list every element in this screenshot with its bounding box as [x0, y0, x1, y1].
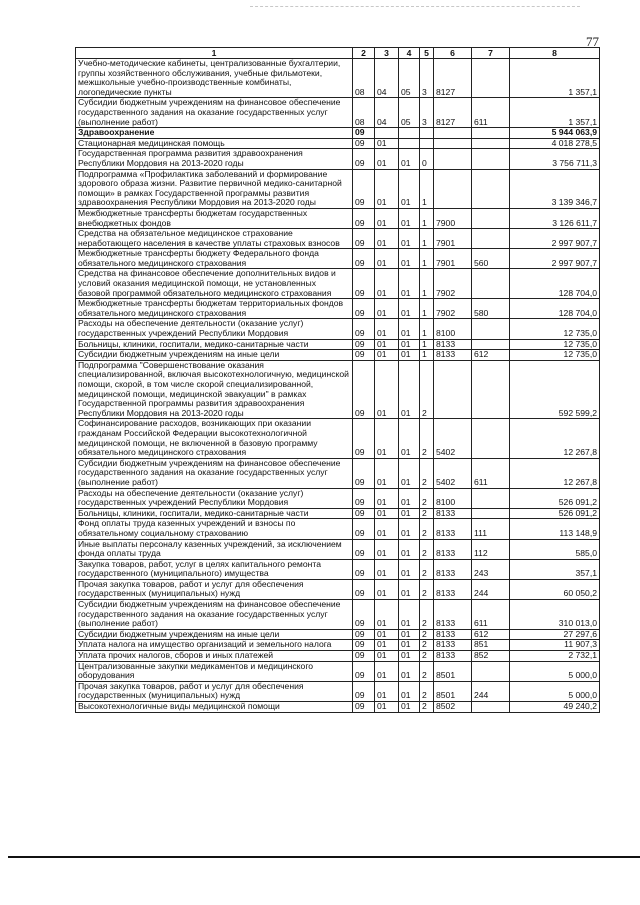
section-code-cell: 09 — [353, 269, 375, 299]
section-code-cell: 09 — [353, 319, 375, 339]
section-code-cell: 09 — [353, 229, 375, 249]
section-code-cell: 09 — [353, 350, 375, 361]
row-name-cell: Закупка товаров, работ, услуг в целях капитального ремонта государственного (муниципального) имущества — [76, 559, 353, 579]
subprogram-code-cell: 2 — [420, 360, 434, 419]
column-header: 8 — [510, 48, 600, 59]
column-header: 5 — [420, 48, 434, 59]
target-article-cell: 5402 — [434, 419, 472, 458]
table-row — [76, 229, 600, 249]
amount-cell: 128 704,0 — [510, 269, 600, 299]
row-name-cell: Субсидии бюджетным учреждениям на финансовое обеспечение государственного задания на оказание государственных услуг (выполнение работ) — [76, 600, 353, 630]
subsection-code-cell: 01 — [375, 651, 399, 662]
subprogram-code-cell — [420, 138, 434, 149]
amount-cell: 12 735,0 — [510, 319, 600, 339]
budget-table — [75, 47, 600, 713]
subprogram-code-cell: 1 — [420, 249, 434, 269]
subsection-code-cell: 01 — [375, 319, 399, 339]
subprogram-code-cell: 1 — [420, 269, 434, 299]
row-name-cell: Централизованные закупки медикаментов и медицинского оборудования — [76, 661, 353, 681]
section-code-cell: 09 — [353, 149, 375, 169]
row-name-cell: Субсидии бюджетным учреждениям на финансовое обеспечение государственного задания на оказание государственных услуг (выполнение работ) — [76, 98, 353, 128]
row-name-cell: Стационарная медицинская помощь — [76, 138, 353, 149]
subsection-code-cell: 01 — [375, 249, 399, 269]
amount-cell: 2 997 907,7 — [510, 229, 600, 249]
target-article-cell: 5402 — [434, 458, 472, 488]
table-row — [76, 651, 600, 662]
table-row — [76, 681, 600, 701]
expense-type-cell — [472, 661, 510, 681]
amount-cell: 113 148,9 — [510, 519, 600, 539]
amount-cell: 2 997 907,7 — [510, 249, 600, 269]
row-name-cell: Фонд оплаты труда казенных учреждений и взносы по обязательному социальному страхованию — [76, 519, 353, 539]
subsection-code-cell: 01 — [375, 360, 399, 419]
expense-type-cell — [472, 419, 510, 458]
table-row — [76, 98, 600, 128]
subsection-code-cell: 01 — [375, 681, 399, 701]
subprogram-code-cell: 2 — [420, 508, 434, 519]
expense-type-cell: 244 — [472, 681, 510, 701]
expense-type-cell: 611 — [472, 98, 510, 128]
table-row — [76, 508, 600, 519]
section-code-cell: 09 — [353, 651, 375, 662]
table-row — [76, 128, 600, 139]
subprogram-code-cell: 0 — [420, 149, 434, 169]
subprogram-code-cell: 1 — [420, 299, 434, 319]
amount-cell: 12 735,0 — [510, 339, 600, 350]
amount-cell: 3 139 346,7 — [510, 169, 600, 208]
column-header: 1 — [76, 48, 353, 59]
subprogram-code-cell: 3 — [420, 59, 434, 98]
section-code-cell: 09 — [353, 169, 375, 208]
column-header: 3 — [375, 48, 399, 59]
row-name-cell: Средства на обязательное медицинское страхование неработающего населения в качестве уплаты страховых взносов — [76, 229, 353, 249]
expense-type-cell: 244 — [472, 579, 510, 599]
table-body — [76, 59, 600, 713]
row-name-cell: Расходы на обеспечение деятельности (оказание услуг) государственных учреждений Республики Мордовия — [76, 319, 353, 339]
table-row — [76, 458, 600, 488]
section-code-cell: 08 — [353, 59, 375, 98]
target-article-cell: 8133 — [434, 519, 472, 539]
subsection-code-cell: 01 — [375, 702, 399, 713]
subprogram-code-cell: 2 — [420, 661, 434, 681]
program-code-cell: 01 — [399, 360, 420, 419]
subsection-code-cell: 01 — [375, 339, 399, 350]
amount-cell: 11 907,3 — [510, 640, 600, 651]
subprogram-code-cell: 2 — [420, 702, 434, 713]
column-header: 7 — [472, 48, 510, 59]
subprogram-code-cell: 2 — [420, 488, 434, 508]
table-row — [76, 702, 600, 713]
table-row — [76, 559, 600, 579]
section-code-cell: 09 — [353, 702, 375, 713]
expense-type-cell — [472, 339, 510, 350]
amount-cell: 592 599,2 — [510, 360, 600, 419]
target-article-cell: 8133 — [434, 539, 472, 559]
amount-cell: 3 126 611,7 — [510, 208, 600, 228]
expense-type-cell — [472, 360, 510, 419]
amount-cell: 357,1 — [510, 559, 600, 579]
subprogram-code-cell: 1 — [420, 208, 434, 228]
subprogram-code-cell: 2 — [420, 519, 434, 539]
subprogram-code-cell: 1 — [420, 350, 434, 361]
table-header-row — [76, 48, 600, 59]
subprogram-code-cell: 1 — [420, 229, 434, 249]
program-code-cell: 01 — [399, 681, 420, 701]
table-row — [76, 600, 600, 630]
program-code-cell — [399, 138, 420, 149]
target-article-cell: 8501 — [434, 681, 472, 701]
amount-cell: 12 267,8 — [510, 419, 600, 458]
row-name-cell: Средства на финансовое обеспечение дополнительных видов и условий оказания медицинской помощи, не установленных базовой программой обязательного медицинского страхования — [76, 269, 353, 299]
target-article-cell — [434, 169, 472, 208]
expense-type-cell — [472, 149, 510, 169]
section-code-cell: 09 — [353, 559, 375, 579]
program-code-cell: 01 — [399, 319, 420, 339]
scan-top-edge — [250, 6, 580, 7]
program-code-cell: 01 — [399, 640, 420, 651]
section-code-cell: 08 — [353, 98, 375, 128]
target-article-cell: 8127 — [434, 59, 472, 98]
program-code-cell: 01 — [399, 539, 420, 559]
section-code-cell: 09 — [353, 419, 375, 458]
subsection-code-cell: 01 — [375, 138, 399, 149]
table-row — [76, 138, 600, 149]
subprogram-code-cell: 2 — [420, 629, 434, 640]
section-code-cell: 09 — [353, 299, 375, 319]
subsection-code-cell: 01 — [375, 169, 399, 208]
program-code-cell: 01 — [399, 169, 420, 208]
program-code-cell: 01 — [399, 458, 420, 488]
expense-type-cell — [472, 208, 510, 228]
table-row — [76, 299, 600, 319]
expense-type-cell — [472, 138, 510, 149]
amount-cell: 60 050,2 — [510, 579, 600, 599]
target-article-cell: 8502 — [434, 702, 472, 713]
row-name-cell: Прочая закупка товаров, работ и услуг для обеспечения государственных (муниципальных) нужд — [76, 579, 353, 599]
row-name-cell: Субсидии бюджетным учреждениям на иные цели — [76, 629, 353, 640]
target-article-cell: 8501 — [434, 661, 472, 681]
expense-type-cell — [472, 229, 510, 249]
target-article-cell: 8133 — [434, 579, 472, 599]
section-code-cell: 09 — [353, 138, 375, 149]
expense-type-cell — [472, 508, 510, 519]
row-name-cell: Здравоохранение — [76, 128, 353, 139]
subsection-code-cell: 01 — [375, 629, 399, 640]
subprogram-code-cell: 3 — [420, 98, 434, 128]
table-row — [76, 319, 600, 339]
table-row — [76, 360, 600, 419]
table-row — [76, 339, 600, 350]
target-article-cell: 8133 — [434, 600, 472, 630]
table-row — [76, 59, 600, 98]
subprogram-code-cell: 1 — [420, 339, 434, 350]
target-article-cell: 7902 — [434, 299, 472, 319]
subsection-code-cell: 01 — [375, 519, 399, 539]
row-name-cell: Расходы на обеспечение деятельности (оказание услуг) государственных учреждений Республики Мордовия — [76, 488, 353, 508]
section-code-cell: 09 — [353, 539, 375, 559]
table-row — [76, 269, 600, 299]
program-code-cell: 01 — [399, 249, 420, 269]
expense-type-cell: 580 — [472, 299, 510, 319]
subprogram-code-cell: 2 — [420, 458, 434, 488]
section-code-cell: 09 — [353, 661, 375, 681]
expense-type-cell: 111 — [472, 519, 510, 539]
row-name-cell: Подпрограмма "Совершенствование оказания специализированной, включая высокотехнологичную, медицинской помощи, скорой, в том числе скорой специализированной, медицинской помощи, медицинской эвакуации" в рамках Государственной программы развития здравоохранения Республики Мордовия на 2013-2020 годы — [76, 360, 353, 419]
table-row — [76, 419, 600, 458]
program-code-cell: 01 — [399, 600, 420, 630]
subsection-code-cell: 04 — [375, 98, 399, 128]
target-article-cell — [434, 360, 472, 419]
expense-type-cell — [472, 319, 510, 339]
section-code-cell: 09 — [353, 488, 375, 508]
program-code-cell: 05 — [399, 98, 420, 128]
target-article-cell: 8133 — [434, 629, 472, 640]
row-name-cell: Софинансирование расходов, возникающих при оказании гражданам Российской Федерации высокотехнологичной медицинской помощи, не включенной в базовую программу обязательного медицинского страхования — [76, 419, 353, 458]
subsection-code-cell: 01 — [375, 269, 399, 299]
table-row — [76, 350, 600, 361]
expense-type-cell: 611 — [472, 458, 510, 488]
expense-type-cell: 852 — [472, 651, 510, 662]
subprogram-code-cell: 2 — [420, 559, 434, 579]
amount-cell: 4 018 278,5 — [510, 138, 600, 149]
amount-cell: 526 091,2 — [510, 508, 600, 519]
section-code-cell: 09 — [353, 579, 375, 599]
program-code-cell: 01 — [399, 559, 420, 579]
target-article-cell — [434, 138, 472, 149]
subsection-code-cell: 01 — [375, 488, 399, 508]
table-row — [76, 629, 600, 640]
row-name-cell: Больницы, клиники, госпитали, медико-санитарные части — [76, 339, 353, 350]
amount-cell: 1 357,1 — [510, 98, 600, 128]
section-code-cell: 09 — [353, 681, 375, 701]
row-name-cell: Уплата прочих налогов, сборов и иных платежей — [76, 651, 353, 662]
program-code-cell: 01 — [399, 299, 420, 319]
amount-cell: 12 735,0 — [510, 350, 600, 361]
column-header: 4 — [399, 48, 420, 59]
program-code-cell: 05 — [399, 59, 420, 98]
row-name-cell: Высокотехнологичные виды медицинской помощи — [76, 702, 353, 713]
expense-type-cell: 112 — [472, 539, 510, 559]
amount-cell: 2 732,1 — [510, 651, 600, 662]
program-code-cell: 01 — [399, 488, 420, 508]
section-code-cell: 09 — [353, 508, 375, 519]
row-name-cell: Государственная программа развития здравоохранения Республики Мордовия на 2013-2020 годы — [76, 149, 353, 169]
row-name-cell: Межбюджетные трансферты бюджету Федерального фонда обязательного медицинского страхования — [76, 249, 353, 269]
row-name-cell: Межбюджетные трансферты бюджетам государственных внебюджетных фондов — [76, 208, 353, 228]
program-code-cell: 01 — [399, 519, 420, 539]
table-row — [76, 149, 600, 169]
program-code-cell: 01 — [399, 702, 420, 713]
program-code-cell: 01 — [399, 339, 420, 350]
target-article-cell: 8133 — [434, 559, 472, 579]
subsection-code-cell: 01 — [375, 299, 399, 319]
section-code-cell: 09 — [353, 360, 375, 419]
target-article-cell: 8133 — [434, 651, 472, 662]
section-code-cell: 09 — [353, 339, 375, 350]
subprogram-code-cell: 1 — [420, 169, 434, 208]
subprogram-code-cell: 2 — [420, 681, 434, 701]
target-article-cell: 8133 — [434, 350, 472, 361]
amount-cell: 585,0 — [510, 539, 600, 559]
program-code-cell: 01 — [399, 661, 420, 681]
table-row — [76, 539, 600, 559]
expense-type-cell — [472, 169, 510, 208]
amount-cell: 128 704,0 — [510, 299, 600, 319]
amount-cell: 1 357,1 — [510, 59, 600, 98]
row-name-cell: Уплата налога на имущество организаций и земельного налога — [76, 640, 353, 651]
subprogram-code-cell: 2 — [420, 539, 434, 559]
subprogram-code-cell: 2 — [420, 419, 434, 458]
expense-type-cell: 612 — [472, 629, 510, 640]
target-article-cell — [434, 149, 472, 169]
target-article-cell: 7900 — [434, 208, 472, 228]
subsection-code-cell: 01 — [375, 208, 399, 228]
target-article-cell: 8127 — [434, 98, 472, 128]
expense-type-cell — [472, 269, 510, 299]
program-code-cell: 01 — [399, 149, 420, 169]
target-article-cell — [434, 128, 472, 139]
section-code-cell: 09 — [353, 458, 375, 488]
program-code-cell: 01 — [399, 269, 420, 299]
target-article-cell: 8100 — [434, 488, 472, 508]
program-code-cell: 01 — [399, 651, 420, 662]
expense-type-cell: 611 — [472, 600, 510, 630]
subsection-code-cell: 01 — [375, 600, 399, 630]
expense-type-cell: 243 — [472, 559, 510, 579]
row-name-cell: Прочая закупка товаров, работ и услуг для обеспечения государственных (муниципальных) нужд — [76, 681, 353, 701]
section-code-cell: 09 — [353, 249, 375, 269]
amount-cell: 12 267,8 — [510, 458, 600, 488]
program-code-cell — [399, 128, 420, 139]
amount-cell: 526 091,2 — [510, 488, 600, 508]
amount-cell: 27 297,6 — [510, 629, 600, 640]
column-header: 6 — [434, 48, 472, 59]
amount-cell: 5 944 063,9 — [510, 128, 600, 139]
subprogram-code-cell: 2 — [420, 600, 434, 630]
program-code-cell: 01 — [399, 419, 420, 458]
expense-type-cell — [472, 128, 510, 139]
subsection-code-cell: 01 — [375, 229, 399, 249]
amount-cell: 5 000,0 — [510, 681, 600, 701]
table-row — [76, 488, 600, 508]
amount-cell: 310 013,0 — [510, 600, 600, 630]
subsection-code-cell: 01 — [375, 539, 399, 559]
expense-type-cell: 560 — [472, 249, 510, 269]
program-code-cell: 01 — [399, 579, 420, 599]
target-article-cell: 8133 — [434, 640, 472, 651]
subsection-code-cell: 04 — [375, 59, 399, 98]
target-article-cell: 7901 — [434, 249, 472, 269]
target-article-cell: 8100 — [434, 319, 472, 339]
row-name-cell: Иные выплаты персоналу казенных учреждений, за исключением фонда оплаты труда — [76, 539, 353, 559]
row-name-cell: Учебно-методические кабинеты, централизованные бухгалтерии, группы хозяйственного обслуживания, учебные фильмотеки, межшкольные учебно-производственные комбинаты, логопедические пункты — [76, 59, 353, 98]
table-row — [76, 208, 600, 228]
row-name-cell: Субсидии бюджетным учреждениям на иные цели — [76, 350, 353, 361]
table-row — [76, 640, 600, 651]
subsection-code-cell: 01 — [375, 458, 399, 488]
subprogram-code-cell: 2 — [420, 579, 434, 599]
subprogram-code-cell: 2 — [420, 640, 434, 651]
row-name-cell: Межбюджетные трансферты бюджетам территориальных фондов обязательного медицинского страхования — [76, 299, 353, 319]
table-row — [76, 579, 600, 599]
subsection-code-cell: 01 — [375, 350, 399, 361]
table-row — [76, 661, 600, 681]
row-name-cell: Подпрограмма «Профилактика заболеваний и формирование здорового образа жизни. Развитие первичной медико-санитарной помощи» в рамках Государственной программы развития здравоохранения Республики Мордовия на 2013-2020 годы — [76, 169, 353, 208]
target-article-cell: 7901 — [434, 229, 472, 249]
target-article-cell: 8133 — [434, 339, 472, 350]
subprogram-code-cell: 1 — [420, 319, 434, 339]
subsection-code-cell: 01 — [375, 579, 399, 599]
program-code-cell: 01 — [399, 508, 420, 519]
subsection-code-cell — [375, 128, 399, 139]
section-code-cell: 09 — [353, 128, 375, 139]
expense-type-cell: 612 — [472, 350, 510, 361]
amount-cell: 3 756 711,3 — [510, 149, 600, 169]
subsection-code-cell: 01 — [375, 559, 399, 579]
table-row — [76, 249, 600, 269]
table-row — [76, 519, 600, 539]
section-code-cell: 09 — [353, 519, 375, 539]
page-number: 77 — [586, 34, 599, 49]
subsection-code-cell: 01 — [375, 419, 399, 458]
target-article-cell: 8133 — [434, 508, 472, 519]
target-article-cell: 7902 — [434, 269, 472, 299]
page-bottom-rule — [8, 856, 640, 858]
subsection-code-cell: 01 — [375, 640, 399, 651]
section-code-cell: 09 — [353, 640, 375, 651]
program-code-cell: 01 — [399, 208, 420, 228]
expense-type-cell — [472, 488, 510, 508]
row-name-cell: Субсидии бюджетным учреждениям на финансовое обеспечение государственного задания на оказание государственных услуг (выполнение работ) — [76, 458, 353, 488]
section-code-cell: 09 — [353, 208, 375, 228]
section-code-cell: 09 — [353, 600, 375, 630]
subsection-code-cell: 01 — [375, 661, 399, 681]
expense-type-cell — [472, 702, 510, 713]
amount-cell: 49 240,2 — [510, 702, 600, 713]
amount-cell: 5 000,0 — [510, 661, 600, 681]
row-name-cell: Больницы, клиники, госпитали, медико-санитарные части — [76, 508, 353, 519]
subsection-code-cell: 01 — [375, 149, 399, 169]
section-code-cell: 09 — [353, 629, 375, 640]
subsection-code-cell: 01 — [375, 508, 399, 519]
table-row — [76, 169, 600, 208]
subprogram-code-cell: 2 — [420, 651, 434, 662]
program-code-cell: 01 — [399, 350, 420, 361]
program-code-cell: 01 — [399, 629, 420, 640]
expense-type-cell: 851 — [472, 640, 510, 651]
expense-type-cell — [472, 59, 510, 98]
subprogram-code-cell — [420, 128, 434, 139]
column-header: 2 — [353, 48, 375, 59]
program-code-cell: 01 — [399, 229, 420, 249]
